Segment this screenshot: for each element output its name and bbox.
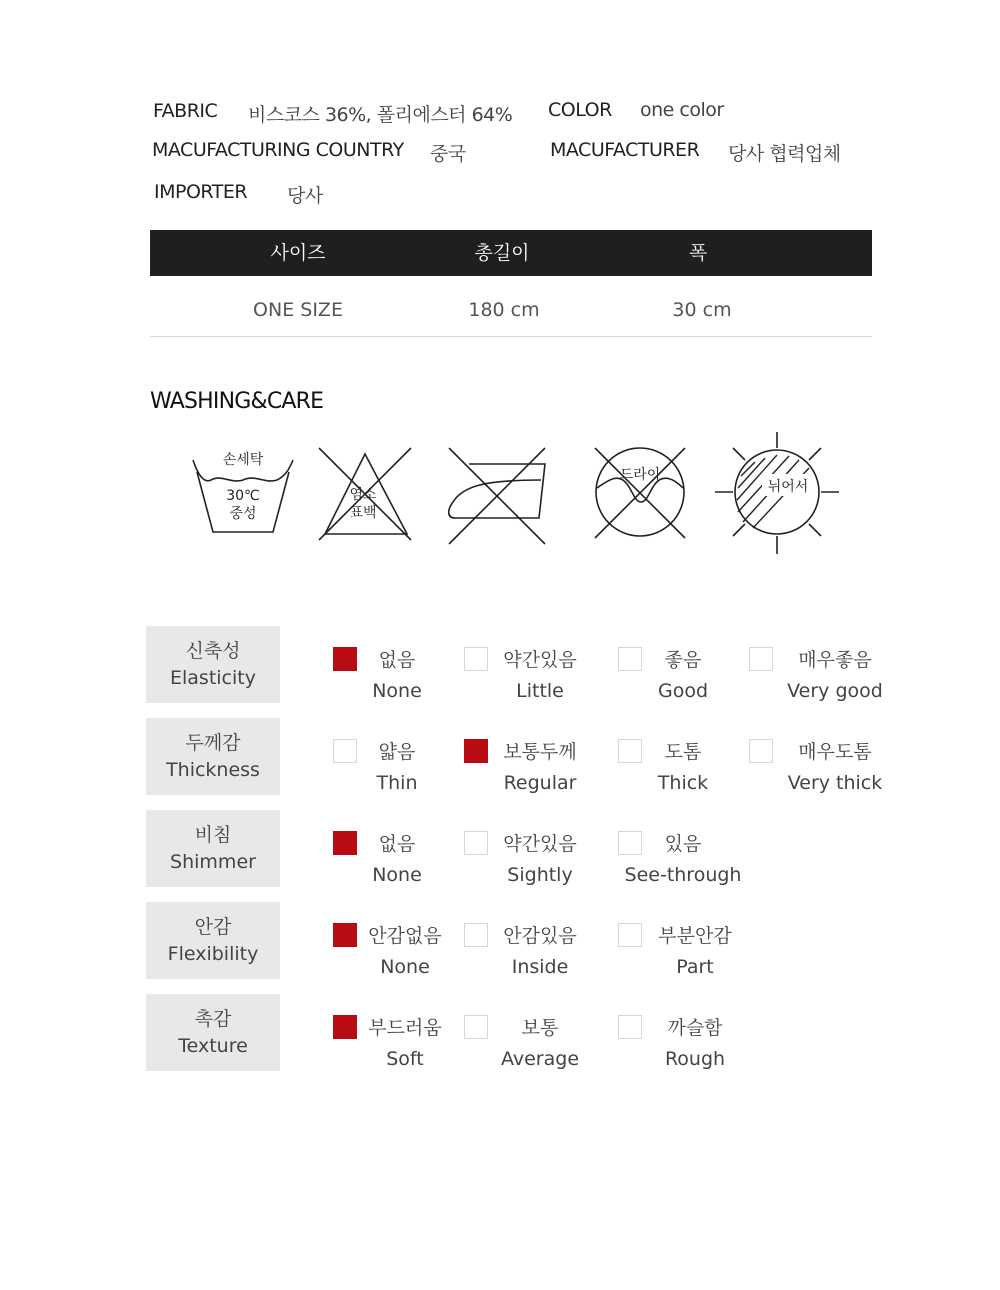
manufacturer-value: 당사 협력업체 [728, 143, 841, 165]
bleach-text-2: 표백 [349, 505, 377, 521]
option-checkbox[interactable] [749, 739, 773, 763]
option-checkbox[interactable] [464, 923, 488, 947]
option-label-en: Thin [376, 772, 418, 794]
option-checkbox[interactable] [618, 831, 642, 855]
color-value: one color [640, 99, 724, 121]
tumble-text: 뉘어서 [767, 479, 809, 495]
dry-text: 드라이 [619, 467, 661, 483]
option-label-ko: 없음 [378, 833, 416, 855]
attribute-label [146, 902, 280, 979]
option-checkbox[interactable] [464, 647, 488, 671]
color-label: COLOR [548, 99, 612, 121]
option-label-ko: 약간있음 [503, 833, 577, 855]
option-checkbox[interactable] [464, 1015, 488, 1039]
option-checkbox[interactable] [333, 1015, 357, 1039]
option-label-en: None [372, 680, 422, 702]
size-table-header [150, 230, 872, 276]
size-header-width: 폭 [688, 242, 708, 264]
importer-label: IMPORTER [154, 181, 248, 203]
option-label-en: Sightly [507, 864, 573, 886]
hand-wash-text: 손세탁 [222, 452, 264, 468]
option-label-en: Part [676, 956, 714, 978]
option-label-ko: 보통 [521, 1017, 559, 1039]
option-label-ko: 부드러움 [368, 1017, 442, 1039]
option-label-ko: 안감있음 [503, 925, 577, 947]
option-label-en: Thick [657, 772, 709, 794]
country-label: MACUFACTURING COUNTRY [152, 139, 404, 161]
attribute-label-en: Flexibility [167, 942, 259, 965]
table-row [150, 276, 872, 337]
option-checkbox[interactable] [618, 923, 642, 947]
attribute-label [146, 718, 280, 795]
option-checkbox[interactable] [333, 923, 357, 947]
option-checkbox[interactable] [618, 647, 642, 671]
option-checkbox[interactable] [464, 739, 488, 763]
option-label-ko: 보통두께 [503, 741, 577, 763]
attribute-label-ko: 두께감 [185, 731, 241, 754]
option-label-en: None [372, 864, 422, 886]
attribute-label-en: Shimmer [170, 850, 256, 873]
attribute-label [146, 994, 280, 1071]
option-label-en: Rough [664, 1048, 726, 1070]
size-cell-size: ONE SIZE [253, 299, 343, 321]
attribute-label-en: Thickness [166, 758, 260, 781]
option-label-ko: 매우좋음 [798, 649, 872, 671]
no-dry-clean-icon [595, 448, 685, 538]
size-table [150, 230, 872, 337]
care-icons [185, 428, 845, 563]
option-label-en: None [380, 956, 430, 978]
option-checkbox[interactable] [618, 1015, 642, 1039]
option-checkbox[interactable] [749, 647, 773, 671]
option-label-en: Regular [503, 772, 577, 794]
size-cell-width: 30 cm [672, 299, 732, 321]
option-label-ko: 안감없음 [368, 925, 442, 947]
option-label-ko: 얇음 [378, 741, 416, 763]
option-checkbox[interactable] [464, 831, 488, 855]
attribute-label [146, 626, 280, 703]
option-label-ko: 매우도톰 [798, 741, 872, 763]
neutral-detergent-text: 중성 [229, 506, 257, 522]
option-label-ko: 없음 [378, 649, 416, 671]
option-label-ko: 도톰 [664, 741, 702, 763]
option-label-ko: 약간있음 [503, 649, 577, 671]
care-title: WASHING&CARE [150, 389, 324, 414]
option-label-en: Very thick [787, 772, 883, 794]
option-checkbox[interactable] [618, 739, 642, 763]
bleach-text-1: 염소 [349, 487, 377, 503]
attribute-label-ko: 안감 [194, 915, 232, 938]
option-label-en: Inside [511, 956, 569, 978]
option-label-en: Little [516, 680, 564, 702]
option-checkbox[interactable] [333, 739, 357, 763]
attribute-label-en: Texture [178, 1034, 248, 1057]
option-label-en: See-through [624, 864, 742, 886]
option-label-ko: 부분안감 [658, 925, 732, 947]
option-label-en: Soft [386, 1048, 424, 1070]
option-label-en: Good [657, 680, 709, 702]
no-iron-icon [449, 448, 545, 544]
attribute-label [146, 810, 280, 887]
option-checkbox[interactable] [333, 647, 357, 671]
manufacturer-label: MACUFACTURER [550, 139, 700, 161]
size-cell-length: 180 cm [468, 299, 540, 321]
attribute-label-en: Elasticity [170, 666, 256, 689]
importer-value: 당사 [287, 185, 323, 207]
attribute-label-ko: 신축성 [185, 639, 241, 662]
option-checkbox[interactable] [333, 831, 357, 855]
option-label-en: Average [500, 1048, 580, 1070]
fabric-value: 비스코스 36%, 폴리에스터 64% [248, 104, 513, 126]
size-header-length: 총길이 [474, 242, 530, 264]
option-label-ko: 있음 [664, 833, 702, 855]
attribute-label-ko: 촉감 [194, 1007, 232, 1030]
option-label-en: Very good [787, 680, 883, 702]
option-label-ko: 까슬함 [667, 1017, 723, 1039]
country-value: 중국 [430, 143, 466, 165]
size-header-size: 사이즈 [270, 242, 326, 264]
option-label-ko: 좋음 [664, 649, 702, 671]
attribute-label-ko: 비침 [194, 823, 232, 846]
fabric-label: FABRIC [153, 100, 218, 122]
wash-temperature-text: 30℃ [226, 488, 260, 504]
